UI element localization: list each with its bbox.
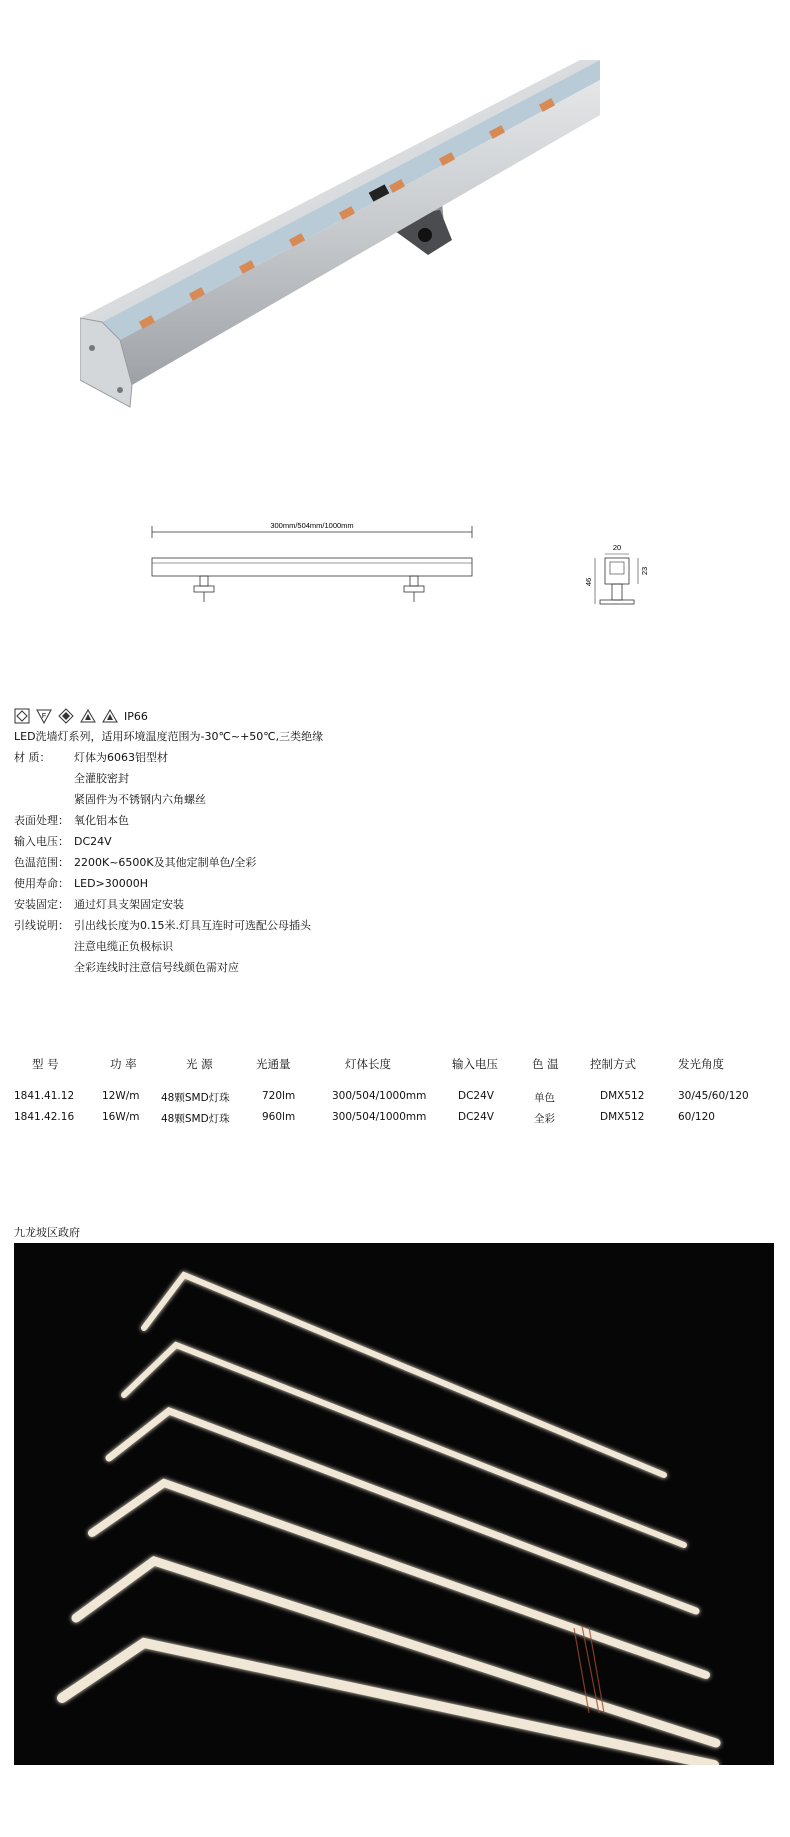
table-row	[0, 1090, 790, 1104]
table-cell: 720lm	[262, 1090, 296, 1102]
spec-intro: LED洗墙灯系列，适用环境温度范围为-30℃~+50℃,三类绝缘	[14, 730, 324, 743]
spec-install	[14, 898, 184, 912]
product-image	[80, 60, 680, 480]
life-label: 使用寿命：	[14, 877, 69, 890]
spec-cable-3	[14, 961, 239, 975]
material-label: 材 质：	[14, 751, 51, 764]
voltage-label: 输入电压：	[14, 835, 69, 848]
spec-life	[14, 877, 148, 891]
table-cell: 单色	[534, 1092, 555, 1104]
cable-value-1: 引出线长度为0.15米.灯具互连时可选配公母插头	[74, 919, 311, 932]
table-header-cell: 灯体长度	[345, 1057, 391, 1071]
double-diamond-icon	[58, 708, 74, 724]
spec-surface	[14, 814, 129, 828]
table-header-cell: 功 率	[110, 1057, 137, 1071]
surface-label: 表面处理：	[14, 814, 69, 827]
color-temp-value: 2200K~6500K及其他定制单色/全彩	[74, 856, 257, 869]
certification-icons	[14, 707, 148, 725]
spec-cable	[14, 919, 311, 933]
spec-color-temp	[14, 856, 256, 870]
night-building-photo	[14, 1243, 774, 1765]
table-cell: 16W/m	[102, 1111, 140, 1123]
table-header-row	[0, 1056, 790, 1072]
table-cell: 300/504/1000mm	[332, 1111, 427, 1123]
spec-cable-2	[14, 940, 173, 954]
table-header-cell: 发光角度	[678, 1057, 724, 1071]
f-mark-icon	[36, 708, 52, 724]
ip-rating: IP66	[124, 709, 148, 723]
cable-label: 引线说明：	[14, 919, 69, 932]
table-row	[0, 1111, 790, 1125]
table-cell: 1841.41.12	[14, 1090, 75, 1102]
table-cell: DMX512	[600, 1090, 645, 1102]
material-value-3: 紧固件为不锈钢内六角螺丝	[74, 793, 206, 806]
table-header-cell: 输入电压	[452, 1057, 498, 1071]
table-cell: 全彩	[534, 1113, 555, 1125]
length-dimension-label: 300mm/504mm/1000mm	[270, 521, 354, 530]
spec-material	[14, 751, 168, 765]
dimension-drawing-side	[580, 540, 670, 640]
table-header-cell: 控制方式	[590, 1057, 636, 1071]
led-chips	[139, 98, 555, 329]
spec-material-3	[14, 793, 206, 807]
table-cell: 60/120	[678, 1111, 715, 1123]
color-temp-label: 色温范围：	[14, 856, 69, 869]
material-value-2: 全灌胶密封	[74, 772, 129, 785]
width-dimension-label: 20	[612, 543, 622, 552]
table-cell: DC24V	[458, 1090, 494, 1102]
table-cell: 300/504/1000mm	[332, 1090, 427, 1102]
cable-value-2: 注意电缆正负极标识	[74, 940, 173, 953]
voltage-value: DC24V	[74, 835, 112, 848]
table-cell: 48颗SMD灯珠	[161, 1113, 230, 1125]
svg-text:F: F	[41, 713, 47, 720]
photo-caption: 九龙坡区政府	[14, 1226, 80, 1239]
cable-value-3: 全彩连线时注意信号线颜色需对应	[74, 961, 239, 974]
table-cell: 1841.42.16	[14, 1111, 75, 1123]
table-cell: 48颗SMD灯珠	[161, 1092, 230, 1104]
table-header-cell: 色 温	[532, 1057, 559, 1071]
spec-voltage	[14, 835, 112, 849]
spec-material-2	[14, 772, 129, 786]
table-cell: DMX512	[600, 1111, 645, 1123]
install-label: 安装固定：	[14, 898, 69, 911]
table-header-cell: 光 源	[186, 1057, 213, 1071]
table-header-cell: 光通量	[256, 1057, 291, 1071]
surface-value: 氧化铝本色	[74, 814, 129, 827]
install-value: 通过灯具支架固定安装	[74, 898, 184, 911]
table-header-cell: 型 号	[32, 1057, 59, 1071]
table-cell: 30/45/60/120	[678, 1090, 749, 1102]
project-photo	[14, 1243, 774, 1765]
life-value: LED>30000H	[74, 877, 149, 890]
warning-triangle-icon	[102, 708, 118, 724]
offset-dimension-label: 23	[640, 566, 649, 576]
warning-triangle-icon	[80, 708, 96, 724]
table-cell: 960lm	[262, 1111, 296, 1123]
ce-diamond-icon	[14, 708, 30, 724]
height-dimension-label: 46	[584, 577, 593, 587]
table-cell: DC24V	[458, 1111, 494, 1123]
material-value-1: 灯体为6063铝型材	[74, 751, 168, 764]
table-cell: 12W/m	[102, 1090, 140, 1102]
led-wall-washer-illustration	[80, 60, 680, 480]
